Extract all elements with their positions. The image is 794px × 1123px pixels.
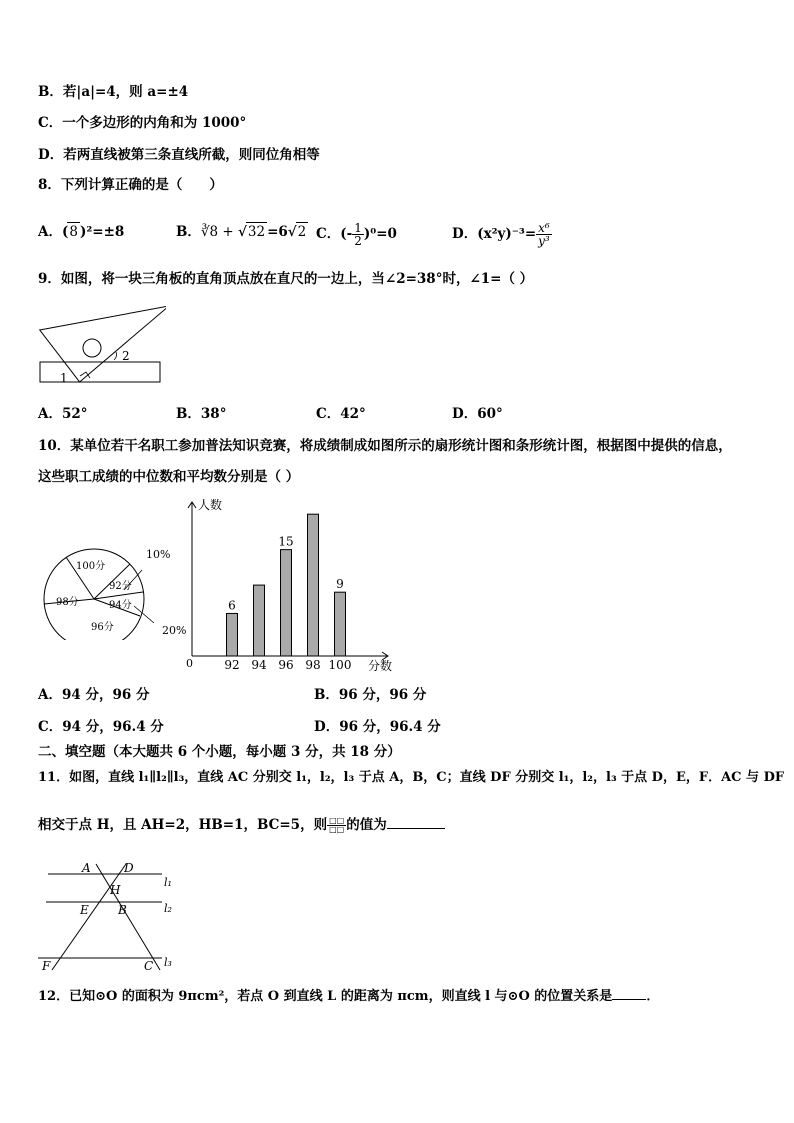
q8-option-a: A．(8 )²=±8 [38,224,125,240]
q8-stem: 8．下列计算正确的是（ ） [38,177,223,193]
fraction: $\frac{\text{x⁶}}{\text{y³}}$ [538,221,550,248]
q9-option-a: A．52° [38,406,88,422]
bar-value-label-92: 6 [228,598,236,613]
q12-text: 12．已知⊙O 的面积为 9πcm²，若点 O 到直线 L 的距离为 πcm，则直线 l 与⊙O 的位置关系是 ． [38,989,660,1004]
fraction: $\frac{1}{2}$ [354,221,362,248]
pie-callout-10pct: 10% [146,548,171,561]
point-f-label: F [42,959,51,973]
q9-stem: 9．如图，将一块三角板的直角顶点放在直尺的一边上，当∠2=38°时，∠1=（ ） [38,271,534,287]
answer-blank [612,999,646,1000]
line-l2-label: l₂ [164,902,172,915]
point-c-label: C [144,959,154,973]
pie-label-100: 100分 [76,561,106,572]
q9-ruler-triangle-figure [36,300,166,386]
y-axis-label: 人数 [198,498,223,512]
pie-label-96: 96分 [91,622,114,633]
bar-value-label-100: 9 [336,577,344,592]
x-tick-96: 96 [278,658,294,672]
origin-label: 0 [186,657,193,670]
x-tick-94: 94 [251,658,267,672]
pie-label-92: 92分 [109,581,132,592]
set-square-hole [83,339,101,357]
point-h-label: H [110,883,121,897]
q9-option-c: C．42° [316,406,366,422]
q11-line1: 11．如图，直线 l₁∥l₂∥l₃，直线 AC 分别交 l₁，l₂，l₃ 于点 A，B，C；直线 DF 分别交 l₁，l₂，l₃ 于点 D，E，F．AC 与 DF [38,770,785,785]
q10-stem-line1: 10．某单位若干名职工参加普法知识竞赛，将成绩制成如图所示的扇形统计图和条形统计图，根据图中提供的信息， [38,438,732,454]
q7-option-c: C．一个多边形的内角和为 1000° [38,115,247,131]
bar-96 [281,550,292,656]
line-l3-label: l₃ [164,956,172,969]
x-axis-label: 分数 [368,659,393,672]
q10-bar-chart [180,492,410,672]
ratio-fraction: $\frac{□□}{□□}$ [329,816,345,834]
point-d-label: D [124,861,134,875]
line-l1-label: l₁ [164,876,172,889]
point-e-label: E [80,903,89,917]
q10-option-a: A．94 分，96 分 [38,687,150,703]
x-tick-100: 100 [328,658,352,672]
q8-option-d: D．(x²y)⁻³= $\frac{\text{x⁶}}{\text{y³}}$ [452,221,550,248]
q10-stem-line2: 这些职工成绩的中位数和平均数分别是（ ） [38,469,300,485]
q7-option-d: D．若两直线被第三条直线所截，则同位角相等 [38,147,320,163]
pie-label-98: 98分 [56,597,79,608]
q9-option-d: D．60° [452,406,503,422]
x-tick-92: 92 [224,658,240,672]
section2-heading: 二、填空题（本大题共 6 个小题，每小题 3 分，共 18 分） [38,744,401,760]
pie-label-94: 94分 [109,600,132,611]
q7-option-b: B．若|a|=4，则 a=±4 [38,84,189,100]
q9-option-b: B．38° [176,406,227,422]
bar-98 [308,514,319,656]
q10-option-c: C．94 分，96.4 分 [38,719,164,735]
pie-callout-20pct: 20% [162,624,187,637]
q11-line2: 相交于点 H，且 AH=2，HB=1，BC=5，则 $\frac{□□}{□□}$ 的值为 [38,816,445,834]
q8-option-c: C．(- $\frac{1}{2}$ )⁰=0 [316,221,397,248]
set-square [40,306,166,382]
q8-option-b: B．∛8 + √32 =6√2 [176,224,307,240]
q10-option-d: D．96 分，96.4 分 [314,719,441,735]
x-tick-98: 98 [305,658,321,672]
angle-1-label: 1 [60,371,68,385]
point-a-label: A [82,861,91,875]
bar-92 [227,613,238,656]
angle-2-label: 2 [122,349,130,363]
q10-pie-chart [36,540,196,640]
bar-94 [254,585,265,656]
q10-option-b: B．96 分，96 分 [314,687,427,703]
sqrt-radicand: 8 [69,224,78,240]
q11-parallel-lines-figure [38,858,188,976]
bar-value-label-96: 15 [278,534,294,549]
answer-blank [387,828,445,829]
bar-100 [335,592,346,656]
point-b-label: B [118,903,127,917]
